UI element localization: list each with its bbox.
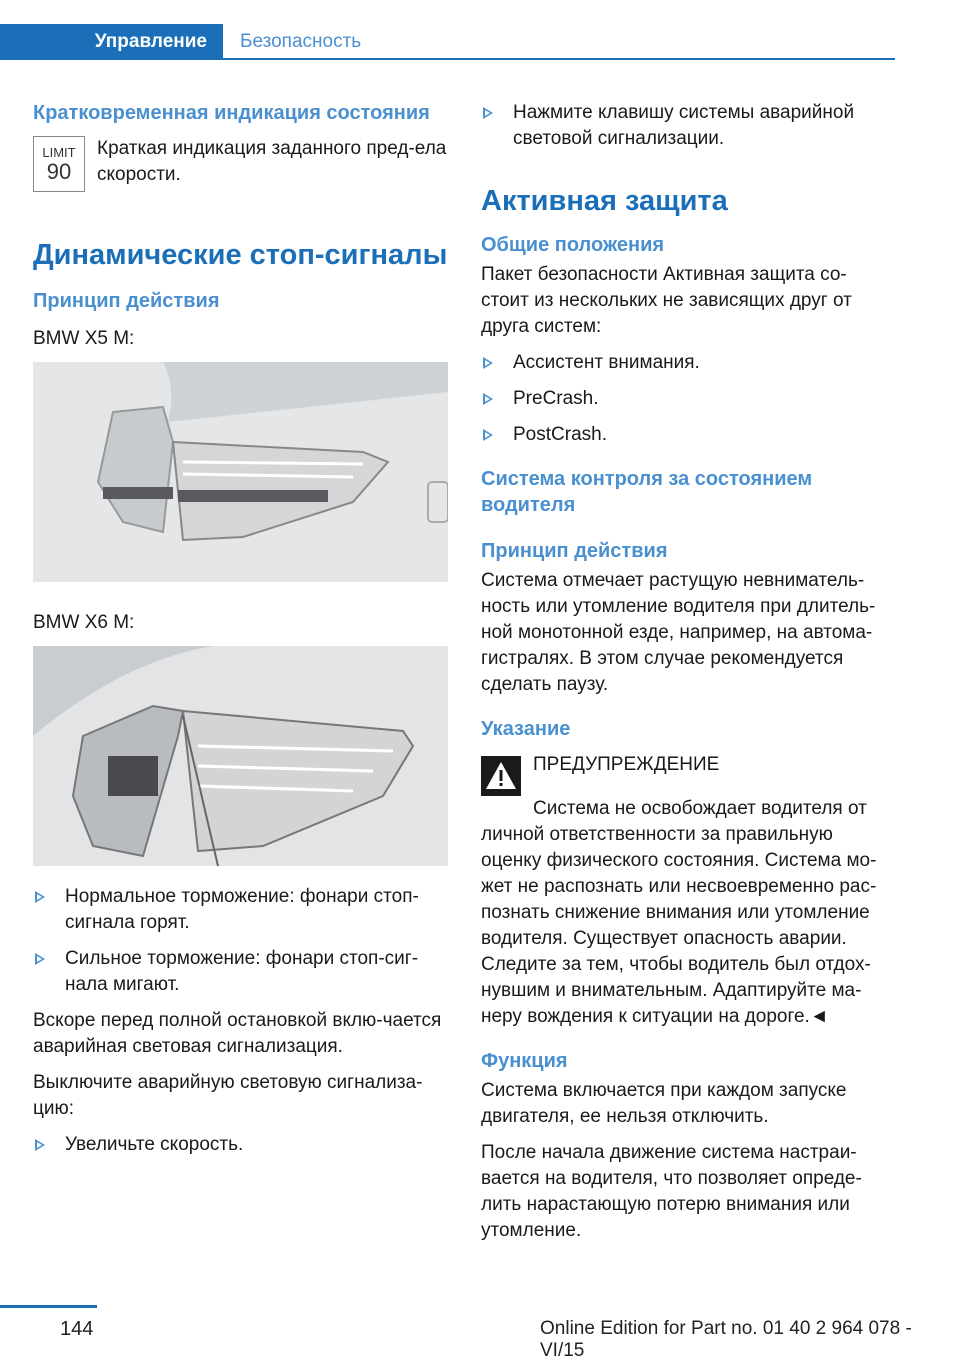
para-general: Пакет безопасности Активная защита со-стоит из нескольких не зависящих друг от друга систем:	[481, 264, 852, 337]
x6-taillight-image	[33, 646, 448, 866]
bullet-triangle-icon	[35, 891, 45, 903]
bullet-press-hazard	[481, 100, 891, 152]
warning-icon	[481, 756, 521, 796]
heading-principle: Принцип действия	[33, 290, 220, 312]
tab-safety[interactable]	[240, 24, 361, 60]
heading-active-protection: Активная защита	[481, 185, 728, 217]
limit-row	[33, 136, 453, 198]
bullet-text: PreCrash.	[513, 388, 599, 409]
bullet-text: Нажмите клавишу системы аварийной световой сигнализации.	[513, 102, 855, 149]
tab-underline	[223, 58, 895, 60]
heading-function: Функция	[481, 1050, 568, 1072]
bullet-normal-braking	[33, 884, 453, 936]
bullet-triangle-icon	[483, 107, 493, 119]
x6-label: BMW X6 M:	[33, 612, 135, 633]
header-tabbar	[0, 24, 895, 63]
footer-line	[0, 1305, 97, 1308]
bullet-system-2	[481, 386, 891, 412]
heading-driver-monitor: Система контроля за состоянием водителя	[481, 468, 813, 516]
bullet-triangle-icon	[483, 429, 493, 441]
bullet-triangle-icon	[35, 953, 45, 965]
x5-label: BMW X5 M:	[33, 328, 135, 349]
tab-controls[interactable]	[0, 24, 223, 60]
bullet-triangle-icon	[483, 357, 493, 369]
page-number: 144	[60, 1318, 94, 1340]
x5-taillight-image	[33, 362, 448, 582]
para-function-2: После начала движение система настраи-вается на водителя, что позволяет опреде-лить нарастающую потерю внимания или утомление.	[481, 1142, 862, 1241]
para-principle: Система отмечает растущую невниматель-ность или утомление водителя при длитель-ной монотонной езде, например, на автома-гистралях. В этом случае рекомендуется сделать паузу.	[481, 570, 876, 695]
tab-safety-label: Безопасность	[240, 31, 362, 52]
bullet-increase-speed	[33, 1132, 453, 1158]
bullet-system-1	[481, 350, 891, 376]
limit-sign-value: 90	[46, 158, 72, 184]
speed-limit-icon	[33, 136, 85, 192]
bullet-text: Увеличьте скорость.	[65, 1134, 244, 1155]
bullet-text: Сильное торможение: фонари стоп-сиг-нала мигают.	[65, 948, 419, 995]
para-hazard-on: Вскоре перед полной остановкой вклю-чается аварийная световая сигнализация.	[33, 1010, 442, 1057]
bullet-text: Ассистент внимания.	[513, 352, 700, 373]
right-column	[481, 100, 891, 1254]
heading-short-indication: Кратковременная индикация состояния	[33, 102, 430, 124]
heading-general: Общие положения	[481, 234, 665, 256]
short-indication-text: Краткая индикация заданного пред-ела скорости.	[97, 138, 447, 185]
bullet-system-3	[481, 422, 891, 448]
left-column	[33, 100, 453, 1168]
limit-sign-top: LIMIT	[42, 144, 76, 160]
warning-text: Система не освобождает водителя от личной ответственности за правильную оценку физического состояния. Система мо-жет не распознать или несвоевременно рас-познать снижение внимания или утомление водителя. Существует опасность аварии. Следите за тем, чтобы водитель был отдох-нувшим и внимательным. Адаптируйте ма-неру вождения к ситуации на дороге.◄	[481, 798, 877, 1027]
warning-title: ПРЕДУПРЕЖДЕНИЕ	[533, 754, 720, 775]
bullet-triangle-icon	[35, 1139, 45, 1151]
tab-controls-label: Управление	[94, 31, 207, 52]
bullet-text: Нормальное торможение: фонари стоп-сигнала горят.	[65, 886, 419, 933]
bullet-triangle-icon	[483, 393, 493, 405]
heading-principle-2: Принцип действия	[481, 540, 668, 562]
heading-note: Указание	[481, 718, 571, 740]
warning-row	[481, 752, 891, 796]
bullet-text: PostCrash.	[513, 424, 607, 445]
bullet-hard-braking	[33, 946, 453, 998]
edition-text: Online Edition for Part no. 01 40 2 964 078 - VI/15	[540, 1318, 912, 1361]
para-hazard-off: Выключите аварийную световую сигнализа-цию:	[33, 1072, 423, 1119]
heading-dynamic-brake-lights: Динамические стоп-сигналы	[33, 239, 448, 271]
para-function-1: Система включается при каждом запуске двигателя, ее нельзя отключить.	[481, 1080, 847, 1127]
